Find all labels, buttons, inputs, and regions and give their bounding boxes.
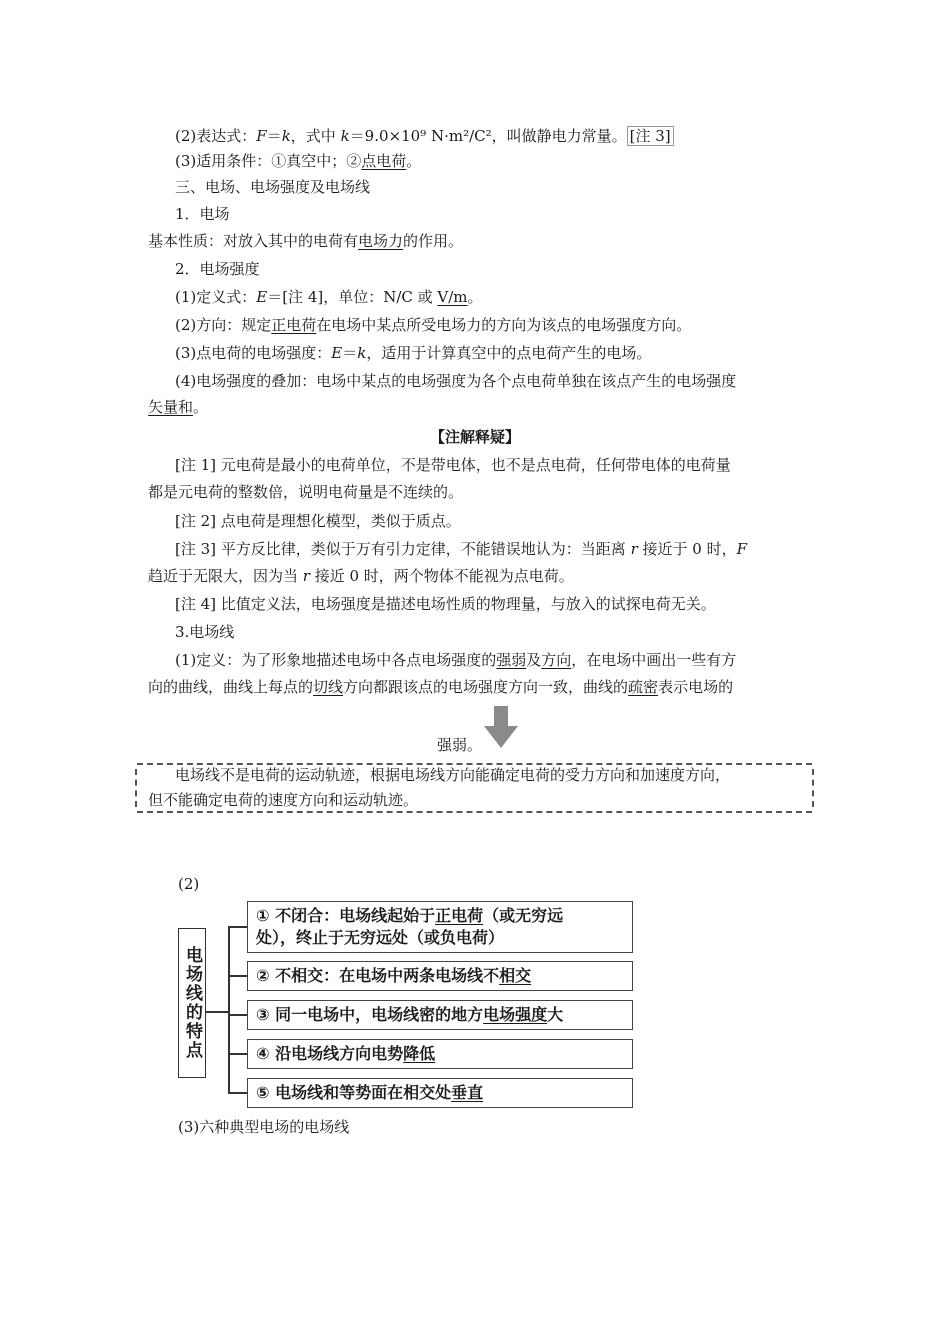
note-ref-3: [注 3] — [627, 126, 674, 146]
text-segment: (2)方向：规定 — [175, 316, 272, 334]
callout-line-2: 但不能确定电荷的速度方向和运动轨迹。 — [148, 791, 419, 809]
diagram-item-5 — [247, 1078, 633, 1108]
connector-3 — [228, 1014, 248, 1016]
diagram-label-text: 电场线的特点 — [182, 946, 202, 1060]
underlined-term: 正电荷 — [435, 906, 484, 925]
note-1-line-1: [注 1] 元电荷是最小的电荷单位，不是带电体，也不是点电荷，任何带电体的电荷量 — [175, 456, 731, 474]
text-segment: 大 — [547, 1005, 564, 1024]
symbol-F: F — [736, 540, 748, 558]
text-segment: 趋近于无限大，因为当 — [148, 567, 303, 585]
subsection-field-strength: 2．电场强度 — [175, 260, 260, 278]
text-segment: ① 不闭合：电场线起始于 — [256, 906, 436, 925]
field-line-def-2 — [148, 676, 733, 698]
symbol-r: r — [630, 540, 638, 558]
text-segment: 方向都跟该点的电场强度方向一致，曲线的 — [343, 678, 629, 696]
text-segment: ，式中 — [290, 127, 341, 145]
formula-expression-line — [175, 125, 674, 147]
connector-4 — [228, 1053, 248, 1055]
text-segment: ，在电场中画出一些有方 — [571, 651, 737, 669]
underlined-term: 电场强度 — [483, 1005, 548, 1024]
diagram-item-2 — [247, 961, 633, 991]
text-segment: (1)定义：为了形象地描述电场中各点电场强度的 — [175, 651, 497, 669]
text-segment: 在电场中某点所受电场力的方向为该点的电场强度方向。 — [316, 316, 692, 334]
symbol-k: k — [340, 127, 350, 145]
underlined-term: 降低 — [403, 1044, 436, 1063]
section-heading-3: 三、电场、电场强度及电场线 — [175, 178, 371, 196]
text-segment: 。 — [406, 152, 422, 170]
symbol-F: F — [256, 127, 267, 145]
diagram-item-1 — [247, 901, 633, 953]
subsection-field-lines: 3.电场线 — [175, 623, 235, 641]
text-segment: 。 — [193, 398, 209, 416]
direction-line — [175, 314, 691, 336]
text-segment: (1)定义式： — [175, 288, 257, 306]
text-segment: ＝ — [266, 127, 282, 145]
item-2-label: (2) — [178, 875, 200, 893]
underlined-term: 正电荷 — [271, 316, 317, 334]
text-segment: ④ 沿电场线方向电势 — [256, 1044, 404, 1063]
subsection-electric-field: 1．电场 — [175, 205, 230, 223]
underlined-term: 矢量和 — [148, 398, 194, 416]
symbol-r: r — [302, 567, 310, 585]
text-segment: 。 — [467, 288, 483, 306]
underlined-term: 方向 — [541, 651, 572, 669]
text-segment: （或无穷远 — [483, 906, 564, 925]
definition-line — [175, 286, 483, 308]
text-segment: 向的曲线，曲线上每点的 — [148, 678, 314, 696]
down-arrow-icon — [484, 706, 518, 748]
note-4: [注 4] 比值定义法，电场强度是描述电场性质的物理量，与放入的试探电荷无关。 — [175, 595, 716, 613]
underlined-term: 疏密 — [628, 678, 659, 696]
dash-border-left — [135, 769, 137, 807]
text-segment: 的作用。 — [403, 232, 464, 250]
underlined-term: V/m — [437, 288, 468, 306]
item-1-line-1 — [256, 905, 632, 927]
condition-line — [175, 150, 421, 172]
underlined-term: 垂直 — [451, 1083, 484, 1102]
connector-1 — [228, 926, 248, 928]
connector-2 — [228, 975, 248, 977]
dash-border-right — [812, 769, 814, 807]
field-line-def-1 — [175, 649, 736, 671]
note-1-line-2: 都是元电荷的整数倍，说明电荷量是不连续的。 — [148, 483, 464, 501]
text-segment: [注 3] 平方反比律，类似于万有引力定律，不能错误地认为：当距离 — [175, 540, 631, 558]
field-line-def-3: 强弱。 — [437, 736, 483, 754]
item-1-line-2: 处），终止于无穷远处（或负电荷） — [256, 928, 505, 947]
notes-title: 【注解释疑】 — [429, 428, 520, 446]
text-segment: ③ 同一电场中，电场线密的地方 — [256, 1005, 484, 1024]
underlined-term: 电场力 — [358, 232, 404, 250]
text-segment: 基本性质：对放入其中的电荷有 — [148, 232, 359, 250]
symbol-E: E — [256, 288, 268, 306]
connector-stem — [205, 1011, 229, 1013]
text-segment: ＝ — [342, 344, 358, 362]
underlined-term: 强弱 — [496, 651, 527, 669]
text-segment: (3)适用条件：①真空中；② — [175, 152, 362, 170]
connector-5 — [228, 1092, 248, 1094]
superposition-line: (4)电场强度的叠加：电场中某点的电场强度为各个点电荷单独在该点产生的电场强度 — [175, 372, 737, 390]
note-3-line-1 — [175, 538, 747, 560]
text-segment: ＝[注 4]，单位：N/C 或 — [267, 288, 438, 306]
text-segment: 及 — [526, 651, 542, 669]
text-segment: (3)点电荷的电场强度： — [175, 344, 332, 362]
diagram-item-3 — [247, 1000, 633, 1030]
underlined-term: 点电荷 — [361, 152, 407, 170]
note-2: [注 2] 点电荷是理想化模型，类似于质点。 — [175, 512, 461, 530]
symbol-k: k — [281, 127, 291, 145]
underlined-term: 切线 — [313, 678, 344, 696]
text-segment: ⑤ 电场线和等势面在相交处 — [256, 1083, 452, 1102]
basic-property-line — [148, 230, 463, 252]
text-segment: (2)表达式： — [175, 127, 257, 145]
connector-vertical — [228, 926, 230, 1093]
text-segment: ，适用于计算真空中的点电荷产生的电场。 — [366, 344, 652, 362]
diagram-item-4 — [247, 1039, 633, 1069]
text-segment: 接近于 0 时， — [637, 540, 737, 558]
underlined-term: 相交 — [499, 966, 532, 985]
item-3-label: (3)六种典型电场的电场线 — [178, 1118, 350, 1136]
text-segment: 接近 0 时，两个物体不能视为点电荷。 — [309, 567, 574, 585]
text-segment: ② 不相交：在电场中两条电场线不 — [256, 966, 500, 985]
callout-line-1: 电场线不是电荷的运动轨迹，根据电场线方向能确定电荷的受力方向和加速度方向， — [175, 766, 731, 784]
symbol-E: E — [331, 344, 343, 362]
text-segment: ＝9.0×10⁹ N·m²/C²，叫做静电力常量。 — [349, 127, 627, 145]
diagram-label-box — [178, 928, 206, 1078]
superposition-line-cont — [148, 396, 208, 418]
text-segment: 表示电场的 — [658, 678, 734, 696]
point-charge-field-line — [175, 342, 651, 364]
note-3-line-2 — [148, 565, 574, 587]
symbol-k: k — [357, 344, 367, 362]
